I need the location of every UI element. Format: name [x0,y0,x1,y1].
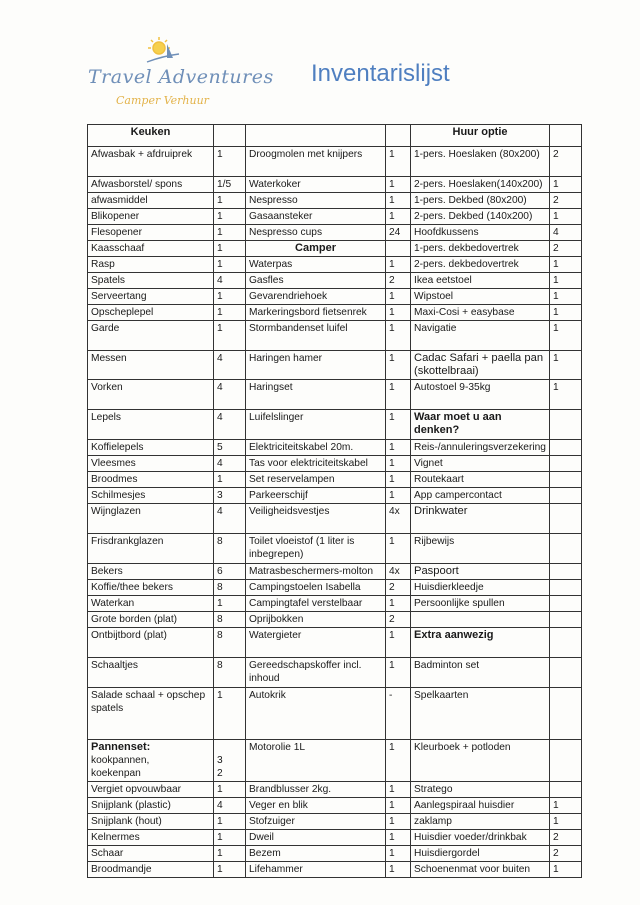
keuken-item: Kelnermes [88,830,214,846]
camper-item: Markeringsbord fietsenrek [246,305,386,321]
keuken-item: Flesopener [88,225,214,241]
keuken-qty: 4 [214,410,246,440]
keuken-item: Koffielepels [88,440,214,456]
huur-optie-item: Stratego [411,782,550,798]
pannenset-heading: Pannenset: [91,741,151,753]
keuken-qty: 1 [214,225,246,241]
huur-optie-item: Badminton set [411,658,550,688]
keuken-qty: 1 [214,688,246,740]
camper-item: Set reservelampen [246,472,386,488]
keuken-qty: 4 [214,798,246,814]
camper-item: Waterpas [246,257,386,273]
huur-optie-qty [550,612,582,628]
camper-qty: 1 [386,321,411,351]
keuken-qty [214,740,246,782]
huur-optie-qty: 1 [550,289,582,305]
pannenset-part: kookpannen, [91,755,150,766]
camper-qty: 1 [386,193,411,209]
camper-qty: 1 [386,305,411,321]
keuken-qty: 1 [214,862,246,878]
table-row [88,305,582,321]
table-row [88,862,582,878]
keuken-item: Vleesmes [88,456,214,472]
huur-optie-qty: 1 [550,177,582,193]
keuken-item: afwasmiddel [88,193,214,209]
keuken-item: Afwasbak + afdruiprek [88,147,214,177]
camper-item: Matrasbeschermers-molton [246,564,386,580]
keuken-item: Lepels [88,410,214,440]
keuken-qty: 4 [214,380,246,410]
huur-optie-qty [550,472,582,488]
huur-optie-qty [550,596,582,612]
camper-item: Luifelslinger [246,410,386,440]
camper-item: Oprijbokken [246,612,386,628]
keuken-item: Grote borden (plat) [88,612,214,628]
keuken-qty: 8 [214,534,246,564]
keuken-item: Messen [88,351,214,380]
camper-item: Watergieter [246,628,386,658]
camper-item: Nespresso cups [246,225,386,241]
table-row [88,147,582,177]
keuken-item: Waterkan [88,596,214,612]
keuken-item: Garde [88,321,214,351]
table-row [88,380,582,410]
huur-optie-item: Ikea eetstoel [411,273,550,289]
table-row [88,410,582,440]
camper-qty [386,241,411,257]
table-row [88,440,582,456]
table-row [88,289,582,305]
section-header: Waar moet u aan denken? [411,410,550,440]
huur-optie-item: Wipstoel [411,289,550,305]
huur-optie-qty: 1 [550,209,582,225]
huur-optie-qty: 1 [550,380,582,410]
table-row [88,534,582,564]
sun-sailboat-logo-icon [145,36,185,68]
huur-optie-qty: 1 [550,321,582,351]
table-row [88,688,582,740]
keuken-qty: 4 [214,273,246,289]
keuken-item [88,740,214,782]
huur-optie-qty [550,534,582,564]
huur-optie-item: Navigatie [411,321,550,351]
camper-qty: 1 [386,488,411,504]
keuken-qty: 3 [214,488,246,504]
huur-optie-item: Maxi-Cosi + easybase [411,305,550,321]
section-header-huur-optie: Huur optie [411,125,550,147]
keuken-item: Blikopener [88,209,214,225]
huur-optie-item: Huisdierkleedje [411,580,550,596]
huur-optie-qty: 2 [550,193,582,209]
camper-item: Campingstoelen Isabella [246,580,386,596]
camper-item: Gevarendriehoek [246,289,386,305]
brand-name: Travel Adventures [88,66,274,88]
keuken-qty: 8 [214,612,246,628]
page-title: Inventarislijst [311,60,450,87]
camper-item: Tas voor elektriciteitskabel [246,456,386,472]
table-row [88,177,582,193]
brand-logo [80,36,274,116]
camper-qty: 1 [386,782,411,798]
table-row [88,193,582,209]
camper-item: Autokrik [246,688,386,740]
table-row [88,472,582,488]
camper-qty: 1 [386,862,411,878]
pannenset-part: koekenpan [91,768,141,779]
table-header-row [88,125,582,147]
camper-qty: 1 [386,658,411,688]
keuken-item: Broodmes [88,472,214,488]
huur-optie-qty: 1 [550,814,582,830]
huur-optie-item: Cadac Safari + paella pan (skottelbraai) [411,351,550,380]
table-row [88,658,582,688]
huur-optie-item: 1-pers. dekbedovertrek [411,241,550,257]
keuken-qty: 1 [214,321,246,351]
table-row [88,564,582,580]
camper-item: Haringen hamer [246,351,386,380]
keuken-qty: 1 [214,830,246,846]
huur-optie-item: App campercontact [411,488,550,504]
keuken-qty: 8 [214,628,246,658]
camper-qty: 1 [386,456,411,472]
table-row [88,257,582,273]
section-header: Extra aanwezig [411,628,550,658]
keuken-item: Broodmandje [88,862,214,878]
keuken-item: Spatels [88,273,214,289]
huur-optie-item: Paspoort [411,564,550,580]
table-row [88,580,582,596]
keuken-item: Frisdrankglazen [88,534,214,564]
huur-optie-item [411,612,550,628]
camper-qty: 1 [386,440,411,456]
table-row [88,596,582,612]
huur-optie-item: Huisdier voeder/drinkbak [411,830,550,846]
keuken-item: Vorken [88,380,214,410]
huur-optie-qty: 1 [550,257,582,273]
camper-item: Waterkoker [246,177,386,193]
section-header-camper: Camper [246,241,386,257]
camper-item: Nespresso [246,193,386,209]
huur-optie-qty [550,488,582,504]
keuken-item: Opscheplepel [88,305,214,321]
huur-optie-item: 1-pers. Hoeslaken (80x200) [411,147,550,177]
camper-item: Brandblusser 2kg. [246,782,386,798]
table-row [88,628,582,658]
table-row [88,504,582,534]
huur-optie-item: Schoenenmat voor buiten [411,862,550,878]
table-row [88,456,582,472]
keuken-qty: 6 [214,564,246,580]
camper-qty: 1 [386,147,411,177]
table-row [88,241,582,257]
camper-qty: 24 [386,225,411,241]
huur-optie-qty [550,688,582,740]
huur-optie-qty [550,440,582,456]
keuken-qty: 1 [214,289,246,305]
camper-item: Droogmolen met knijpers [246,147,386,177]
huur-optie-qty [550,456,582,472]
keuken-item: Vergiet opvouwbaar [88,782,214,798]
keuken-qty: 1 [214,257,246,273]
table-row [88,798,582,814]
table-row [88,225,582,241]
pannenset-qty: 2 [217,768,223,779]
camper-qty: 1 [386,351,411,380]
huur-optie-item: 2-pers. dekbedovertrek [411,257,550,273]
huur-optie-qty [550,410,582,440]
camper-qty: 1 [386,380,411,410]
pannenset-qty: 3 [217,755,223,766]
keuken-qty: 8 [214,580,246,596]
huur-optie-item: Routekaart [411,472,550,488]
camper-item: Veiligheidsvestjes [246,504,386,534]
huur-optie-item: zaklamp [411,814,550,830]
keuken-qty: 1 [214,193,246,209]
camper-qty: 1 [386,289,411,305]
camper-qty: 2 [386,612,411,628]
camper-qty: - [386,688,411,740]
camper-qty: 1 [386,814,411,830]
keuken-qty: 1 [214,814,246,830]
table-row [88,740,582,782]
keuken-qty: 1 [214,241,246,257]
camper-item: Stormbandenset luifel [246,321,386,351]
table-row [88,273,582,289]
huur-optie-item: Drinkwater [411,504,550,534]
huur-optie-item: Reis-/annuleringsverzekering [411,440,550,456]
camper-item: Toilet vloeistof (1 liter is inbegrepen) [246,534,386,564]
huur-optie-qty: 1 [550,273,582,289]
huur-optie-item: Persoonlijke spullen [411,596,550,612]
huur-optie-item: Kleurboek + potloden [411,740,550,782]
camper-item: Veger en blik [246,798,386,814]
huur-optie-qty [550,628,582,658]
camper-qty: 1 [386,846,411,862]
keuken-qty: 4 [214,351,246,380]
table-row [88,782,582,798]
huur-optie-qty [550,658,582,688]
huur-optie-item: Hoofdkussens [411,225,550,241]
huur-optie-qty [550,564,582,580]
huur-optie-qty: 2 [550,830,582,846]
camper-qty: 1 [386,830,411,846]
keuken-qty: 4 [214,456,246,472]
keuken-qty: 1 [214,782,246,798]
keuken-item: Wijnglazen [88,504,214,534]
camper-item: Haringset [246,380,386,410]
table-row [88,488,582,504]
camper-qty: 1 [386,472,411,488]
camper-qty: 1 [386,177,411,193]
section-header-keuken: Keuken [88,125,214,147]
camper-qty: 1 [386,596,411,612]
huur-optie-qty [550,504,582,534]
huur-optie-item: 1-pers. Dekbed (80x200) [411,193,550,209]
keuken-item: Rasp [88,257,214,273]
huur-optie-item: 2-pers. Hoeslaken(140x200) [411,177,550,193]
keuken-qty: 1/5 [214,177,246,193]
huur-optie-item: Huisdiergordel [411,846,550,862]
camper-qty: 1 [386,410,411,440]
keuken-item: Ontbijtbord (plat) [88,628,214,658]
huur-optie-qty: 1 [550,305,582,321]
table-row [88,846,582,862]
table-row [88,321,582,351]
keuken-qty: 1 [214,147,246,177]
huur-optie-qty: 1 [550,798,582,814]
camper-qty: 1 [386,534,411,564]
keuken-item: Serveertang [88,289,214,305]
keuken-item: Salade schaal + opschep spatels [88,688,214,740]
camper-item: Lifehammer [246,862,386,878]
huur-optie-qty [550,782,582,798]
camper-item: Dweil [246,830,386,846]
camper-item: Bezem [246,846,386,862]
camper-qty: 4x [386,504,411,534]
keuken-item: Snijplank (hout) [88,814,214,830]
keuken-qty: 1 [214,305,246,321]
huur-optie-item: Autostoel 9-35kg [411,380,550,410]
keuken-qty: 5 [214,440,246,456]
keuken-item: Schaaltjes [88,658,214,688]
huur-optie-qty: 1 [550,351,582,380]
camper-qty: 1 [386,209,411,225]
inventory-table [87,124,582,878]
keuken-item: Koffie/thee bekers [88,580,214,596]
keuken-item: Schilmesjes [88,488,214,504]
huur-optie-qty: 2 [550,241,582,257]
table-row [88,814,582,830]
camper-item: Gereedschapskoffer incl. inhoud [246,658,386,688]
camper-item: Stofzuiger [246,814,386,830]
huur-optie-qty [550,580,582,596]
camper-item: Parkeerschijf [246,488,386,504]
keuken-item: Kaasschaaf [88,241,214,257]
camper-item: Motorolie 1L [246,740,386,782]
camper-qty: 1 [386,628,411,658]
keuken-item: Afwasborstel/ spons [88,177,214,193]
table-row [88,351,582,380]
keuken-qty: 4 [214,504,246,534]
camper-qty: 2 [386,273,411,289]
keuken-qty: 1 [214,472,246,488]
huur-optie-item: Spelkaarten [411,688,550,740]
keuken-item: Snijplank (plastic) [88,798,214,814]
keuken-qty: 1 [214,846,246,862]
camper-item: Gasfles [246,273,386,289]
camper-item: Campingtafel verstelbaar [246,596,386,612]
camper-item: Gasaansteker [246,209,386,225]
keuken-item: Bekers [88,564,214,580]
keuken-item: Schaar [88,846,214,862]
table-row [88,209,582,225]
keuken-qty: 1 [214,209,246,225]
table-row [88,830,582,846]
huur-optie-item: Rijbewijs [411,534,550,564]
huur-optie-item: Aanlegspiraal huisdier [411,798,550,814]
keuken-qty: 1 [214,596,246,612]
camper-qty: 2 [386,580,411,596]
camper-qty: 4x [386,564,411,580]
huur-optie-qty: 2 [550,846,582,862]
camper-qty: 1 [386,257,411,273]
huur-optie-item: 2-pers. Dekbed (140x200) [411,209,550,225]
huur-optie-qty: 2 [550,147,582,177]
huur-optie-qty: 4 [550,225,582,241]
brand-subtitle: Camper Verhuur [116,94,209,107]
camper-item: Elektriciteitskabel 20m. [246,440,386,456]
camper-qty: 1 [386,740,411,782]
camper-qty: 1 [386,798,411,814]
table-row [88,612,582,628]
huur-optie-qty: 1 [550,862,582,878]
huur-optie-item: Vignet [411,456,550,472]
keuken-qty: 8 [214,658,246,688]
huur-optie-qty [550,740,582,782]
